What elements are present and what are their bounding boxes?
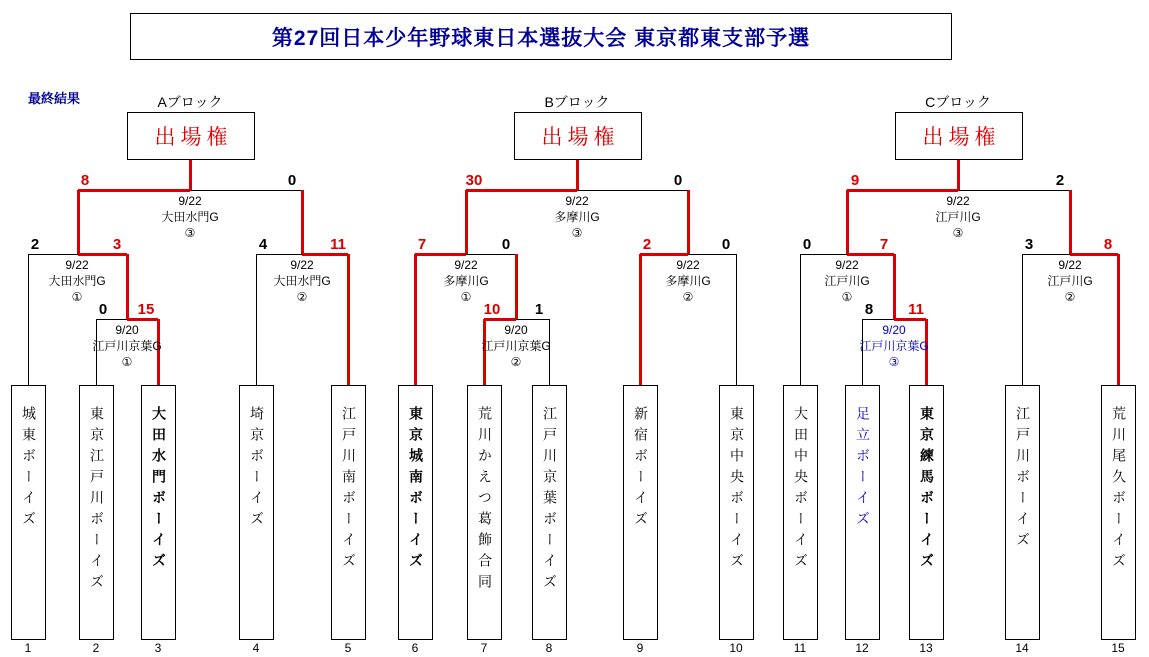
match-info-c-final: 9/22 江戸川G ③ (935, 194, 981, 240)
score: 11 (330, 236, 346, 253)
winner-path (957, 160, 960, 190)
team-box-5: 江戸川南ボーイズ (331, 385, 366, 640)
team-box-9: 新宿ボーイズ (623, 385, 658, 640)
score: 3 (112, 236, 122, 253)
match-info-b-semi1: 9/22 多摩川G ① (443, 258, 489, 304)
winner-path (414, 254, 417, 385)
winner-path (846, 190, 849, 254)
bracket-line (958, 190, 1070, 191)
score: 11 (908, 301, 924, 318)
bracket-line (577, 190, 688, 191)
bracket-line (466, 254, 516, 255)
match-info-a-semi1: 9/22 大田水門G ① (48, 258, 106, 304)
match-info-a-semi2: 9/22 大田水門G ② (273, 258, 331, 304)
team-box-14: 江戸川ボーイズ (1005, 385, 1040, 640)
team-box-7: 荒川かえつ葛飾合同 (467, 385, 502, 640)
score: 10 (483, 301, 501, 318)
page-title: 第27回日本少年野球東日本選抜大会 東京都東支部予選 (271, 26, 811, 50)
score: 9 (850, 172, 860, 189)
score: 3 (1024, 236, 1034, 253)
bracket-line (862, 319, 894, 320)
team-number-1: 1 (24, 641, 32, 655)
score: 1 (534, 301, 544, 318)
winner-path (687, 190, 690, 254)
team-box-4: 埼京ボーイズ (239, 385, 274, 640)
bracket-line (1022, 254, 1070, 255)
team-number-14: 14 (1015, 641, 1029, 655)
score: 0 (501, 236, 511, 253)
score: 2 (30, 236, 40, 253)
team-number-3: 3 (154, 641, 162, 655)
winner-path (126, 254, 129, 319)
final-result-label: 最終結果 (28, 91, 81, 106)
team-box-15: 荒川尾久ボーイズ (1101, 385, 1136, 640)
score: 2 (642, 236, 652, 253)
winner-path (576, 160, 579, 190)
team-number-15: 15 (1111, 641, 1125, 655)
score: 30 (465, 172, 483, 189)
team-number-9: 9 (636, 641, 644, 655)
team-number-5: 5 (344, 641, 352, 655)
match-info-a-final: 9/22 大田水門G ③ (161, 194, 219, 240)
match-info-a-round1: 9/20 江戸川京葉G ① (92, 323, 162, 369)
score: 8 (1103, 236, 1113, 253)
bracket-line (736, 254, 737, 385)
block-c-qualify-box (895, 112, 1023, 160)
team-number-7: 7 (480, 641, 488, 655)
score: 7 (417, 236, 427, 253)
team-box-8: 江戸川京葉ボーイズ (532, 385, 567, 640)
team-number-12: 12 (855, 641, 869, 655)
title-box (130, 13, 952, 60)
winner-path (1117, 254, 1120, 385)
score: 0 (721, 236, 731, 253)
bracket-line (256, 254, 302, 255)
match-info-c-semi2: 9/22 江戸川G ② (1047, 258, 1093, 304)
winner-path (78, 189, 190, 192)
winner-path (1069, 190, 1072, 254)
team-number-11: 11 (793, 641, 807, 655)
team-box-12-link[interactable]: 足立ボーイズ (845, 385, 880, 640)
team-number-10: 10 (729, 641, 743, 655)
winner-path (515, 254, 518, 319)
bracket-line (190, 190, 302, 191)
team-box-6: 東京城南ボーイズ (398, 385, 433, 640)
score: 0 (802, 236, 812, 253)
bracket-line (516, 319, 549, 320)
bracket-line (800, 254, 801, 385)
score: 0 (287, 172, 297, 189)
winner-path (893, 254, 896, 319)
match-info-c-semi1: 9/22 江戸川G ① (824, 258, 870, 304)
winner-path (77, 190, 80, 254)
block-a-qualify-label: 出場権 (154, 126, 233, 149)
team-number-4: 4 (252, 641, 260, 655)
score: 8 (80, 172, 90, 189)
match-info-b-semi2: 9/22 多摩川G ② (665, 258, 711, 304)
team-number-6: 6 (411, 641, 419, 655)
score: 2 (1055, 172, 1065, 189)
winner-path (347, 254, 350, 385)
match-info-b-final: 9/22 多摩川G ③ (554, 194, 600, 240)
team-box-10: 東京中央ボーイズ (719, 385, 754, 640)
block-b-label: Bブロック (544, 94, 610, 110)
team-number-13: 13 (919, 641, 933, 655)
winner-path (189, 160, 192, 190)
team-box-11: 大田中央ボーイズ (783, 385, 818, 640)
team-box-1: 城東ボーイズ (11, 385, 46, 640)
block-c-qualify-label: 出場権 (922, 126, 1001, 149)
bracket-line (96, 319, 127, 320)
bracket-line (688, 254, 736, 255)
team-box-2: 東京江戸川ボーイズ (79, 385, 114, 640)
team-box-3: 大田水門ボーイズ (141, 385, 176, 640)
score: 4 (258, 236, 268, 253)
score: 0 (673, 172, 683, 189)
score: 15 (137, 301, 155, 318)
block-a-qualify-box (127, 112, 255, 160)
winner-path (639, 254, 642, 385)
winner-path (301, 190, 304, 254)
match-info-b-round1: 9/20 江戸川京葉G ② (481, 323, 551, 369)
bracket-line (256, 254, 257, 385)
bracket-line (28, 254, 78, 255)
team-number-8: 8 (545, 641, 553, 655)
match-info-c-round1-link[interactable]: 9/20 江戸川京葉G ③ (859, 323, 929, 369)
block-c-label: Cブロック (925, 94, 991, 110)
block-b-qualify-label: 出場権 (541, 126, 620, 149)
bracket-line (1022, 254, 1023, 385)
winner-path (847, 189, 958, 192)
block-a-label: Aブロック (157, 94, 223, 110)
score: 8 (864, 301, 874, 318)
bracket-line (28, 254, 29, 385)
score: 0 (98, 301, 108, 318)
winner-path (466, 189, 577, 192)
team-number-2: 2 (92, 641, 100, 655)
team-box-13: 東京練馬ボーイズ (909, 385, 944, 640)
score: 7 (879, 236, 889, 253)
block-b-qualify-box (514, 112, 642, 160)
winner-path (465, 190, 468, 254)
bracket-line (800, 254, 847, 255)
